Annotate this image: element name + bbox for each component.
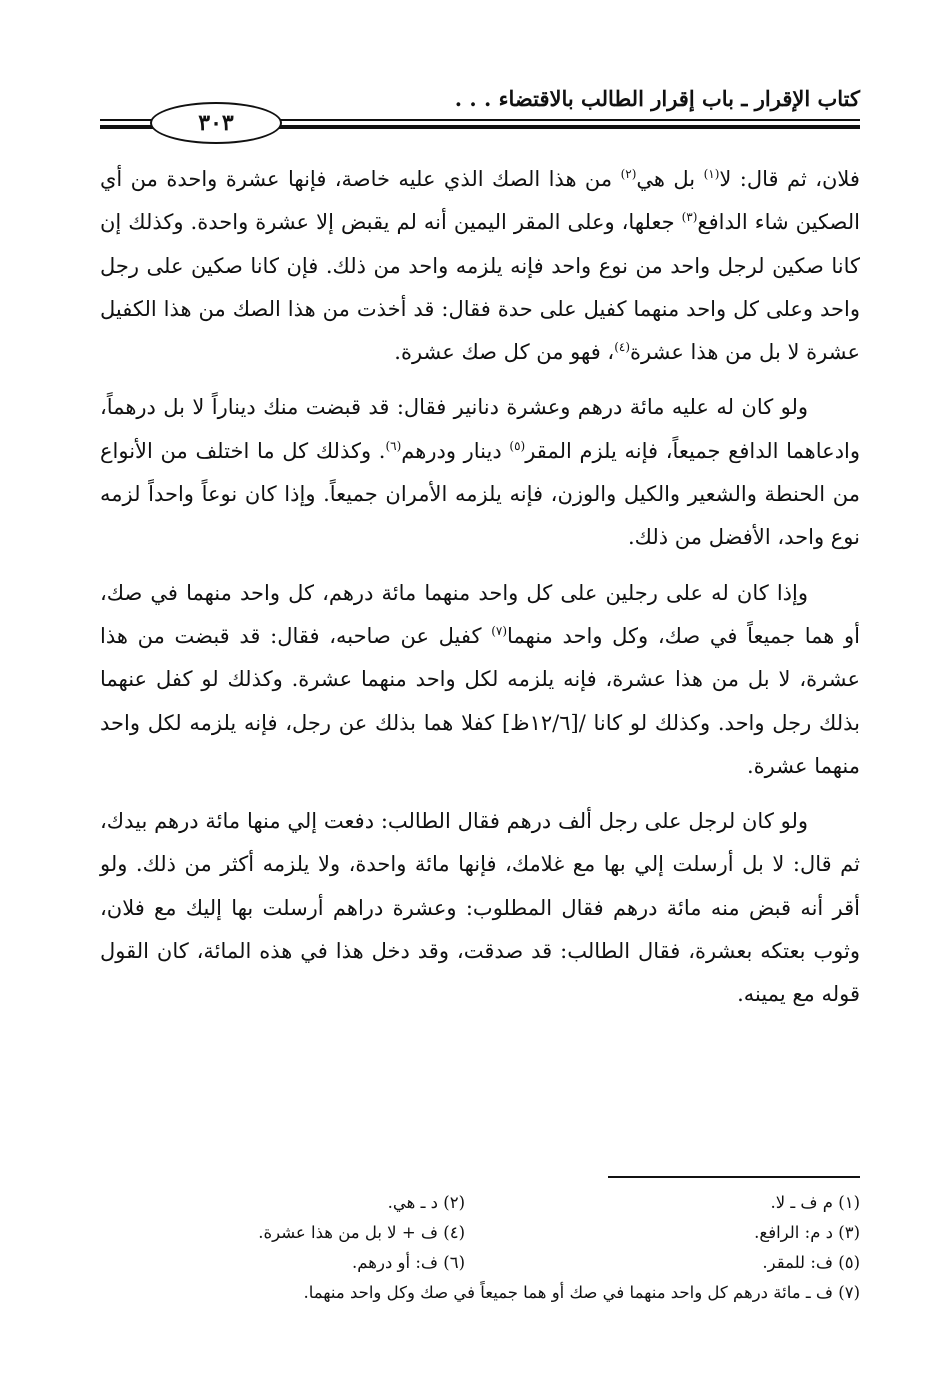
text-run: ولو كان له عليه مائة درهم وعشرة دنانير فقال: قد قبضت منك ديناراً لا بل درهماً، وادعاهما الدافع جميعاً، فإنه يلزم المقر (100, 395, 861, 463)
footnote-ref-2[interactable]: (٢) (620, 167, 637, 181)
text-run: جعلها، وعلى المقر اليمين أنه لم يقبض إلا عشرة واحدة. وكذلك إن كانا صكين لرجل واحد من نوع واحد فإنه يلزمه واحد من ذلك. فإن كانا صكين على رجل واحد وعلى كل واحد منهما كفيل على حدة فقال: قد أخذت من هذا الصك من هذا الكفيل عشرة لا بل من هذا عشرة (100, 210, 860, 365)
paragraph-1 (100, 158, 860, 374)
footnote-3: (٣) د م: الرافع. (754, 1223, 860, 1242)
text-run: كفيل عن صاحبه، فقال: قد قبضت من هذا عشرة، لا بل من هذا عشرة، فإنه يلزمه لكل واحد منهما عشرة. وكذلك لو كفل عنهما بذلك رجل واحد. وكذلك لو كانا /[١٢/٦ظ] كفلا هما بذلك عن رجل، فإنه يلزمه لكل واحد منهما عشرة. (100, 623, 860, 778)
footnote-2: (٢) د ـ هي. (387, 1193, 465, 1212)
footnotes (100, 1188, 860, 1308)
running-title: كتاب الإقرار ـ باب إقرار الطالب بالاقتضاء . . . (454, 86, 860, 111)
footnote-4: (٤) ف + لا بل من هذا عشرة. (258, 1223, 465, 1242)
text-run: وإذا كان له على رجلين على كل واحد منهما مائة درهم، كل واحد منهما في صك، أو هما جميعاً في صك، وكل واحد منهما (100, 580, 860, 648)
footnote-ref-3[interactable]: (٣) (681, 210, 698, 225)
page-number: ٣٠٣ (198, 110, 234, 136)
text-run: من هذا الصك الذي عليه خاصة، فإنها عشرة واحدة من أي الصكين شاء الدافع (100, 167, 861, 235)
footnote-row (100, 1248, 860, 1278)
paragraph-4: ولو كان لرجل على رجل ألف درهم فقال الطالب: دفعت إلي منها مائة درهم بيدك، ثم قال: لا بل أرسلت إلي بها مع غلامك، فإنها مائة واحدة، ولا يلزمه أكثر من ذلك. ولو أقر أنه قبض منه مائة درهم فقال المطلوب: وعشرة دراهم أرسلت بها إليك مع فلان، وثوب بعتكه بعشرة، فقال الطالب: قد صدقت، وقد دخل هذا في هذه المائة، كان القول قوله مع يمينه. (100, 809, 860, 1007)
text-run: . وكذلك كل ما اختلف من الأنواع من الحنطة والشعير والكيل والوزن، فإنه يلزمه الأمران جميعاً. وإذا كان نوعاً واحداً لزمه نوع واحد، الأفضل من ذلك. (100, 438, 860, 550)
footnote-ref-5[interactable]: (٥) (509, 438, 526, 453)
footnote-ref-7[interactable]: (٧) (491, 623, 508, 638)
paragraph-2 (100, 386, 860, 559)
footnote-ref-1[interactable]: (١) (703, 167, 720, 181)
main-text (100, 158, 860, 1029)
text-run: دينار ودرهم (401, 438, 510, 463)
footnote-ref-4[interactable]: (٤) (614, 340, 631, 355)
footnote-row (100, 1188, 860, 1218)
footnote-6: (٦) ف: أو درهم. (352, 1253, 465, 1272)
footnote-5: (٥) ف: للمقر. (762, 1253, 860, 1272)
paragraph-3 (100, 572, 860, 788)
book-page (100, 78, 860, 1378)
text-run: فلان، ثم قال: لا (719, 167, 860, 191)
footnote-1: (١) م ف ـ لا. (770, 1193, 860, 1212)
footnote-ref-6[interactable]: (٦) (385, 438, 402, 453)
text-run: بل هي (636, 167, 704, 191)
footnote-separator (608, 1176, 860, 1178)
page-number-badge (150, 102, 282, 144)
footnote-7: (٧) ف ـ مائة درهم كل واحد منهما في صك أو هما جميعاً في صك وكل واحد منهما. (303, 1283, 860, 1302)
footnote-row (100, 1218, 860, 1248)
text-run: ، فهو من كل صك عشرة. (394, 340, 615, 365)
footnote-row (100, 1278, 860, 1308)
